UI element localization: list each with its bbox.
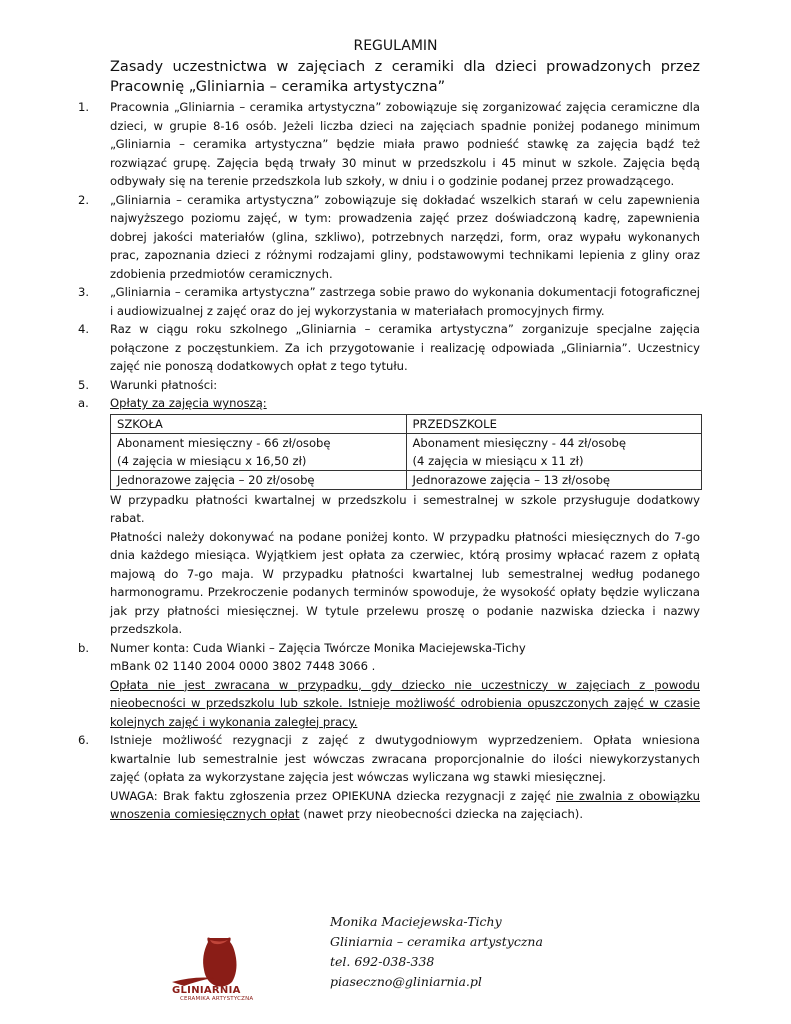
document-title: REGULAMIN (353, 38, 438, 54)
clause-text: Pracownia „Gliniarnia – ceramika artystyczna” zobowiązuje się zorganizować zajęcia ceramiczne dla dzieci, w grupie 8-16 osób. Jeżeli liczba dzieci na zajęciach spadnie poniżej podanego minimum „Gliniarnia – ceramika artystyczna” będzie miała prawo podnieść stawkę za zajęcia bądź też rozwiązać grupę. Zajęcia będą trwały 30 minut w przedszkolu i 45 minut w szkole. Zajęcia będą odbywały się na terenie przedszkola lub szkoły, w dniu i o godzinie podanej przez prowadzącego. (110, 100, 700, 188)
discount-note: W przypadku płatności kwartalnej w przedszkolu i semestralnej w szkole przysługuje dodatkowy rabat. (110, 492, 700, 525)
preschool-monthly-cell (406, 433, 702, 470)
clause-text: Opłaty za zajęcia wynoszą: (110, 396, 267, 410)
clause-3 (78, 283, 700, 320)
school-monthly-cell (111, 433, 407, 470)
clause-number: 2. (78, 192, 90, 207)
clause-text: Numer konta: Cuda Wianki – Zajęcia Twórcze Monika Maciejewska-Tichy (110, 640, 526, 655)
preschool-monthly: Abonament miesięczny - 44 zł/osobę (412, 435, 627, 450)
clause-number: 3. (78, 285, 90, 299)
signature-email: piaseczno@gliniarnia.pl (330, 974, 482, 989)
clause-number: 4. (78, 322, 90, 336)
preschool-monthly-note: (4 zajęcia w miesiącu x 11 zł) (412, 453, 584, 468)
clause-5 (78, 376, 700, 395)
clause-5b (78, 639, 700, 658)
clause-number: 5. (78, 377, 90, 392)
regulations-body (78, 98, 700, 824)
clause-text: „Gliniarnia – ceramika artystyczna” zastrzega sobie prawo do wykonania dokumentacji fotograficznej i audiowizualnej z zajęć oraz do jej wykorzystania w materiałach promocyjnych firmy. (110, 285, 700, 318)
table-row (111, 414, 702, 433)
clause-6 (78, 731, 700, 787)
school-monthly: Abonament miesięczny - 66 zł/osobę (117, 435, 331, 450)
warning-end: (nawet przy nieobecności dziecka na zajęciach). (299, 807, 584, 821)
document-subtitle: Zasady uczestnictwa w zajęciach z ceramiki dla dzieci prowadzonych przez Pracownię „Gliniarnia – ceramika artystyczna” (110, 59, 700, 95)
warning-start: UWAGA: Brak faktu zgłoszenia przez OPIEKUNA dziecka rezygnacji z zajęć (110, 788, 557, 803)
signature-phone: tel. 692-038-338 (330, 954, 435, 969)
table-row (111, 433, 702, 470)
clause-text: Istnieje możliwość rezygnacji z zajęć z dwutygodniowym wyprzedzeniem. Opłata wniesiona kwartalnie lub semestralnie jest wówczas zwracana proporcjonalnie do ilości niewykorzystanych zajęć (opłata za wykorzystane zajęcia jest wówczas wyliczana wg stawki miesięcznej. (110, 733, 700, 784)
warning-underlined: nie zwalnia z obowiązku wnoszenia comiesięcznych opłat (110, 788, 701, 821)
clause-text: Raz w ciągu roku szkolnego „Gliniarnia – ceramika artystyczna” zorganizuje specjalne zajęcia połączone z poczęstunkiem. Za ich przygotowanie i realizację odpowiada „Gliniarnia”. Uczestnicy zajęć nie ponoszą dodatkowych opłat z tego tytułu. (110, 322, 700, 373)
signature-name: Monika Maciejewska-Tichy (330, 914, 502, 929)
clause-4 (78, 320, 700, 376)
clause-number: 6. (78, 733, 90, 747)
signature-company: Gliniarnia – ceramika artystyczna (330, 934, 543, 949)
school-header: SZKOŁA (111, 414, 407, 433)
preschool-header: PRZEDSZKOLE (406, 414, 702, 433)
clause-text: Warunki płatności: (110, 377, 218, 392)
bank-account: mBank 02 1140 2004 0000 3802 7448 3066 . (110, 659, 376, 673)
school-monthly-note: (4 zajęcia w miesiącu x 16,50 zł) (117, 453, 307, 468)
logo-name: GLINIARNIA (172, 985, 241, 996)
table-row (111, 470, 702, 489)
warning-note (78, 787, 700, 824)
clause-number: a. (78, 396, 89, 410)
fees-table (110, 414, 702, 490)
clause-text: „Gliniarnia – ceramika artystyczna” zobowiązuje się dokładać wszelkich starań w celu zapewnienia najwyższego poziomu zajęć, w tym: prowadzenia zajęć przez doświadczoną kadrę, zapewnienia dobrej jakości materiałów (glina, szkliwo), potrzebnych narzędzi, form, oraz wypału wykonanych prac, zapoznania dzieci z różnymi rodzajami gliny, podstawowymi technikami lepienia z gliny oraz zdobienia przedmiotów ceramicznych. (110, 192, 700, 281)
payment-note: Płatności należy dokonywać na podane poniżej konto. W przypadku płatności miesięcznych do 7-go dnia każdego miesiąca. Wyjątkiem jest opłata za czerwiec, którą prosimy wpłacać razem z opłatą majową do 7-go maja. W przypadku płatności kwartalnej lub semestralnej według podanego harmonogramu. Przekroczenie podanych terminów spowoduje, że wysokość opłaty będzie wyliczana jak przy płatności miesięcznej. W tytule przelewu proszę o podanie nazwiska dziecka i nazwy przedszkola. (110, 529, 700, 636)
clause-5a (78, 394, 700, 413)
clause-number: b. (78, 640, 90, 655)
clause-2 (78, 191, 700, 284)
signature-block (330, 912, 543, 992)
logo-tagline: CERAMIKA ARTYSTYCZNA (180, 996, 254, 1002)
no-refund-note: Opłata nie jest zwracana w przypadku, gdy dziecko nie uczestniczy w zajęciach z powodu nieobecności w przedszkolu lub szkole. Istnieje możliwość odrobienia opuszczonych zajęć w czasie kolejnych zajęć i wykonania zaległej pracy. (110, 677, 700, 729)
school-single: Jednorazowe zajęcia – 20 zł/osobę (111, 470, 407, 489)
clause-1 (78, 98, 700, 191)
preschool-single: Jednorazowe zajęcia – 13 zł/osobę (406, 470, 702, 489)
clause-number: 1. (78, 100, 90, 114)
